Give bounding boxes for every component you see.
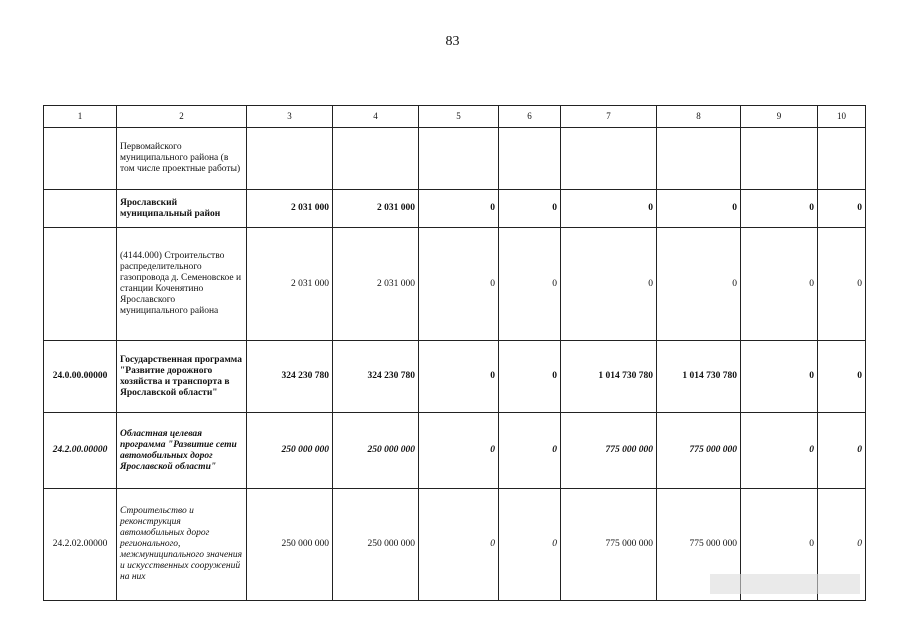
value-cell: 2 031 000 [333,228,419,341]
value-cell: 250 000 000 [247,489,333,601]
value-cell: 0 [657,190,741,228]
value-cell: 250 000 000 [247,413,333,489]
value-cell [419,128,499,190]
table-row [44,128,866,190]
value-cell: 0 [741,413,818,489]
column-number: 2 [117,106,247,128]
value-cell: 0 [818,341,866,413]
row-name: Строительство и реконструкция автомобильных дорог регионального, межмуниципального значения и искусственных сооружений на них [117,489,247,601]
value-cell: 0 [499,413,561,489]
value-cell: 324 230 780 [333,341,419,413]
value-cell: 775 000 000 [657,413,741,489]
value-cell: 0 [657,228,741,341]
value-cell [741,128,818,190]
value-cell: 0 [419,190,499,228]
column-number: 9 [741,106,818,128]
value-cell [561,128,657,190]
value-cell: 0 [741,190,818,228]
column-number: 5 [419,106,499,128]
column-number: 7 [561,106,657,128]
scan-watermark [710,574,860,594]
value-cell: 2 031 000 [247,228,333,341]
row-code [44,128,117,190]
column-number: 8 [657,106,741,128]
value-cell: 0 [499,341,561,413]
value-cell: 1 014 730 780 [561,341,657,413]
column-number: 10 [818,106,866,128]
value-cell: 2 031 000 [247,190,333,228]
value-cell [818,128,866,190]
value-cell: 0 [818,228,866,341]
table-row [44,413,866,489]
value-cell: 0 [818,489,866,601]
value-cell: 775 000 000 [657,489,741,601]
value-cell: 1 014 730 780 [657,341,741,413]
column-number: 3 [247,106,333,128]
value-cell: 0 [741,228,818,341]
table-row [44,341,866,413]
row-code [44,228,117,341]
value-cell: 250 000 000 [333,413,419,489]
value-cell: 0 [818,413,866,489]
value-cell: 0 [741,341,818,413]
row-name: Областная целевая программа "Развитие сети автомобильных дорог Ярославской области" [117,413,247,489]
value-cell [247,128,333,190]
value-cell: 0 [419,489,499,601]
budget-table [43,105,866,601]
column-number: 4 [333,106,419,128]
page-number: 83 [445,34,460,49]
table-row [44,228,866,341]
value-cell: 250 000 000 [333,489,419,601]
column-number: 6 [499,106,561,128]
value-cell: 0 [561,190,657,228]
value-cell [657,128,741,190]
value-cell: 0 [818,190,866,228]
row-code: 24.0.00.00000 [44,341,117,413]
row-name: Государственная программа "Развитие дорожного хозяйства и транспорта в Ярославской области" [117,341,247,413]
value-cell: 2 031 000 [333,190,419,228]
row-name: Первомайского муниципального района (в том числе проектные работы) [117,128,247,190]
value-cell: 0 [499,190,561,228]
value-cell: 775 000 000 [561,489,657,601]
value-cell: 0 [499,489,561,601]
value-cell [333,128,419,190]
row-code: 24.2.00.00000 [44,413,117,489]
column-number-row [44,106,866,128]
value-cell [499,128,561,190]
row-code [44,190,117,228]
value-cell: 0 [419,341,499,413]
value-cell: 0 [561,228,657,341]
row-name: (4144.000) Строительство распределительного газопровода д. Семеновское и станции Коченятино Ярославского муниципального района [117,228,247,341]
value-cell: 0 [419,228,499,341]
value-cell: 775 000 000 [561,413,657,489]
value-cell: 0 [499,228,561,341]
value-cell: 0 [741,489,818,601]
row-name: Ярославский муниципальный район [117,190,247,228]
table-row [44,190,866,228]
value-cell: 0 [419,413,499,489]
column-number: 1 [44,106,117,128]
value-cell: 324 230 780 [247,341,333,413]
row-code: 24.2.02.00000 [44,489,117,601]
